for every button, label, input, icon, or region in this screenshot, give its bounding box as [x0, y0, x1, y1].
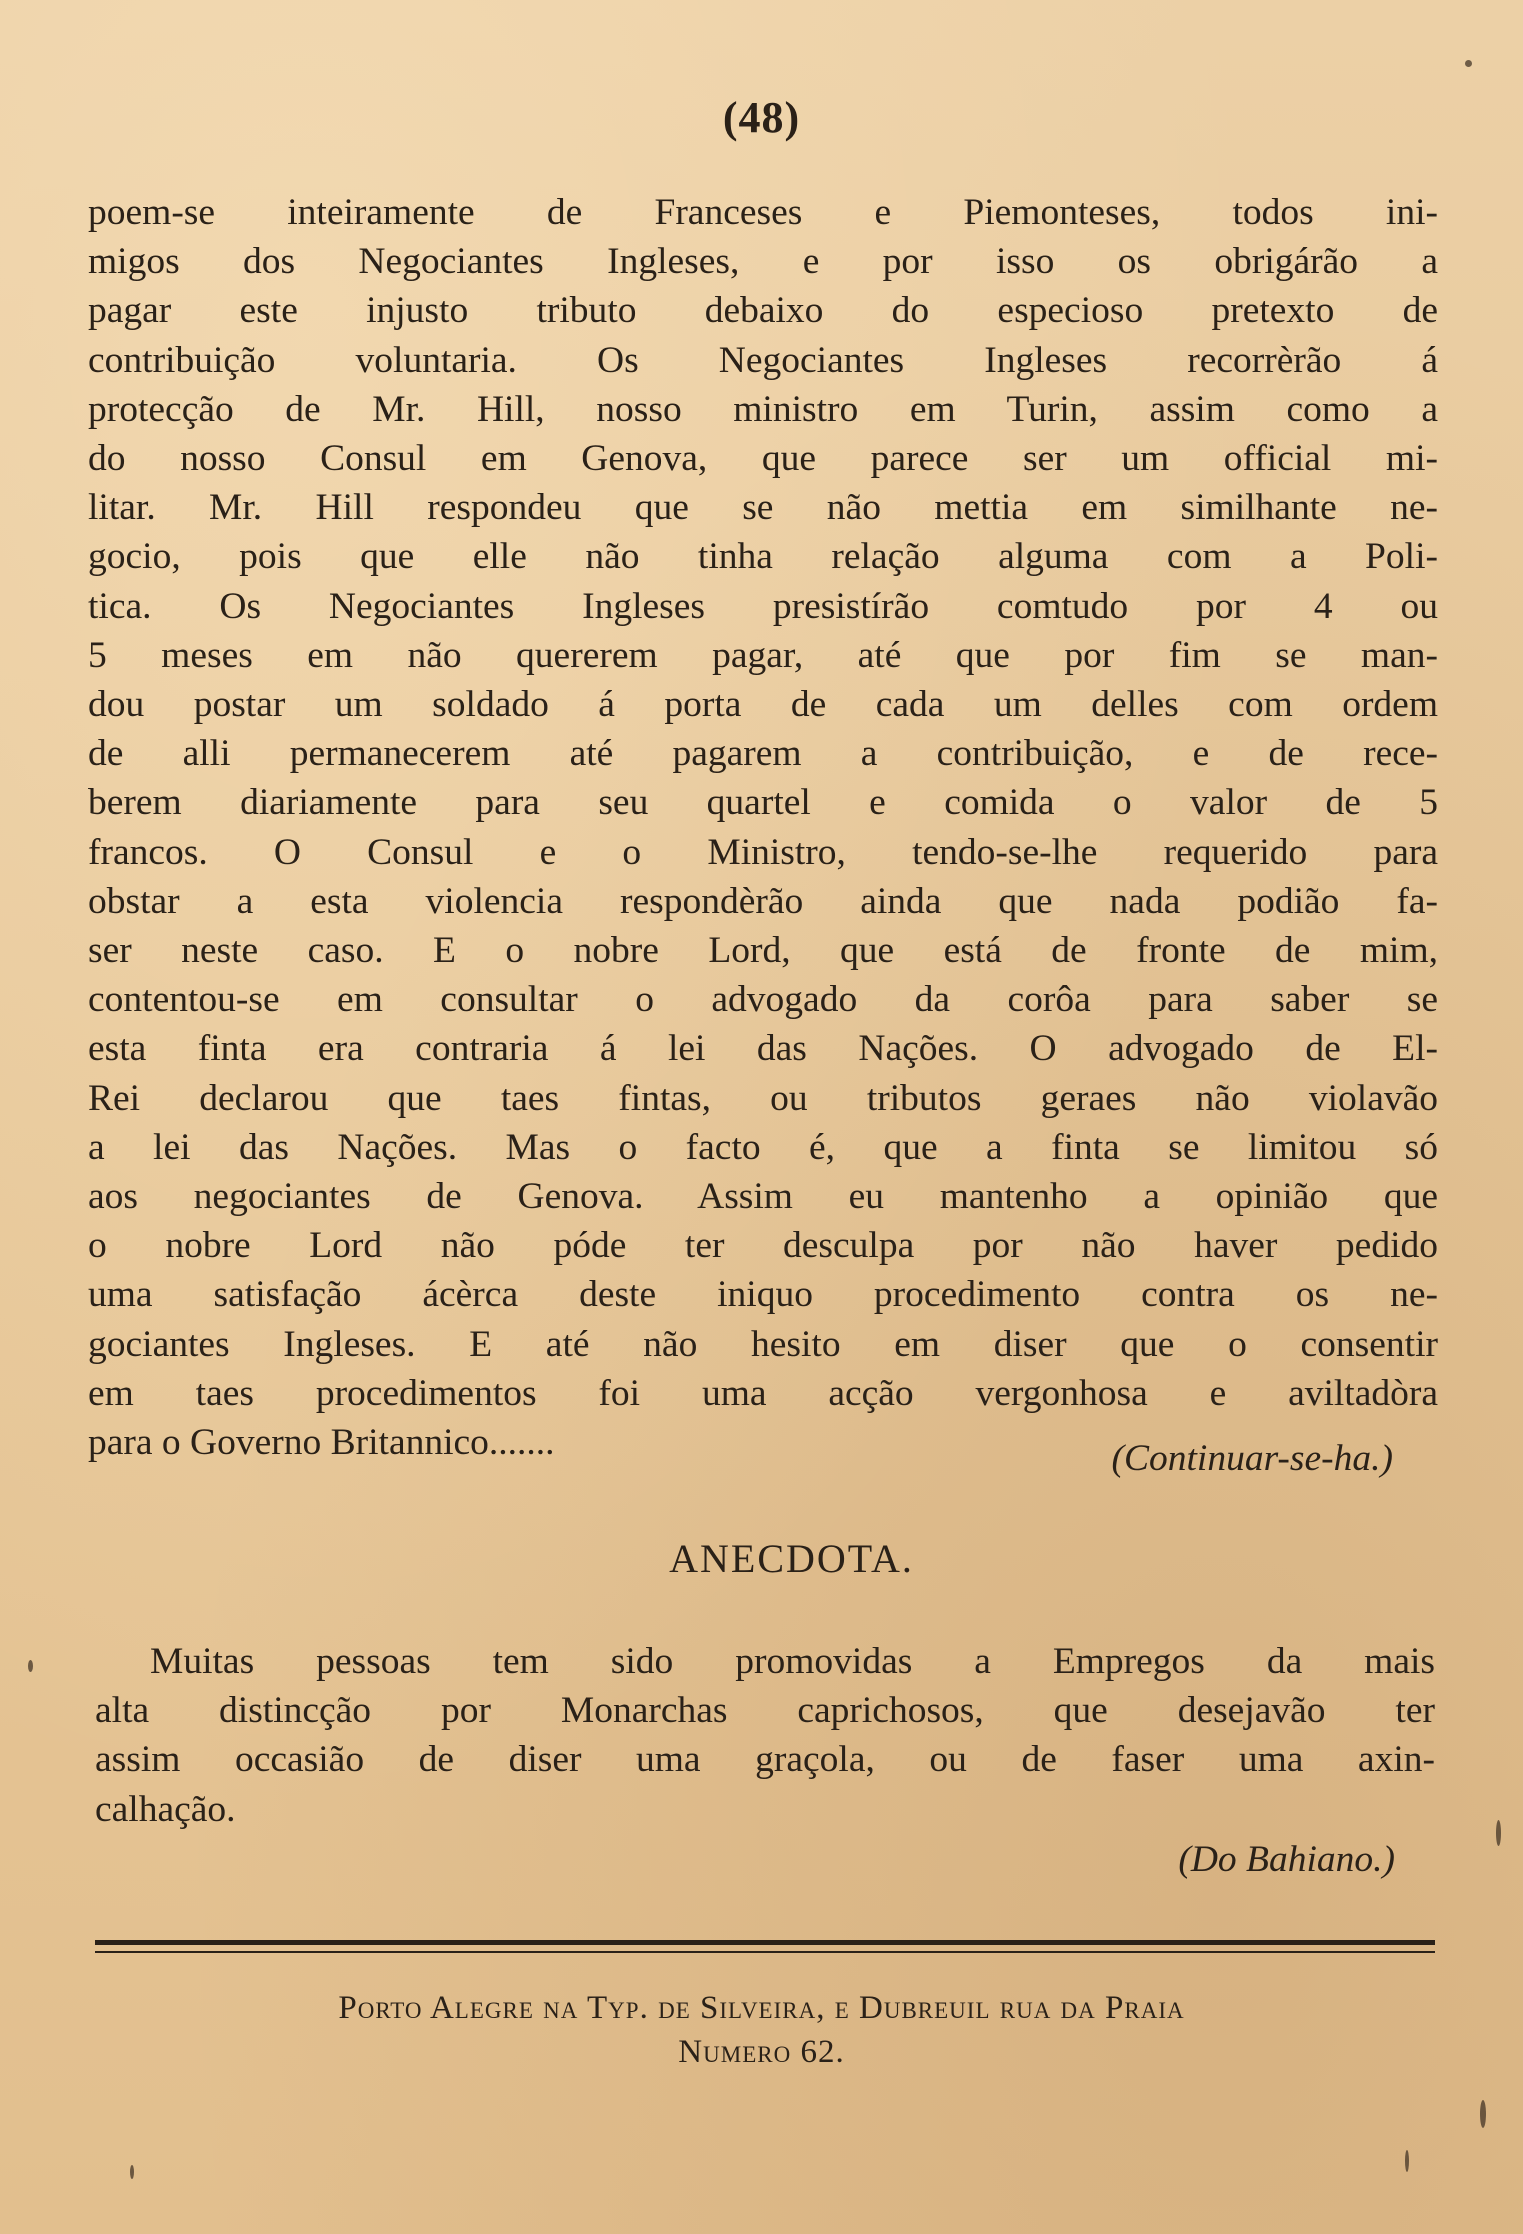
article-line: dou postar um soldado á porta de cada um delles com ordem [88, 684, 1438, 726]
anecdote-source: (Do Bahiano.) [1178, 1839, 1395, 1880]
imprint-line-2: Numero 62. [678, 2034, 845, 2070]
article-line: berem diariamente para seu quartel e comida o valor de 5 [88, 782, 1438, 824]
ink-speck [130, 2165, 134, 2179]
ink-speck [1496, 1820, 1501, 1846]
printer-imprint [0, 1986, 1523, 2074]
article-line: esta finta era contraria á lei das Nações. O advogado de El- [88, 1028, 1438, 1070]
ink-speck [28, 1660, 33, 1672]
article-line: tica. Os Negociantes Ingleses presistírão comtudo por 4 ou [88, 585, 1438, 627]
ink-speck [1465, 60, 1472, 67]
article-line: pagar este injusto tributo debaixo do especioso pretexto de [88, 290, 1438, 332]
article-line: Rei declarou que taes fintas, ou tributos geraes não violavão [88, 1077, 1438, 1119]
article-line: ser neste caso. E o nobre Lord, que está de fronte de mim, [88, 930, 1438, 972]
article-line: poem-se inteiramente de Franceses e Piemonteses, todos ini- [88, 192, 1438, 233]
anecdote-line: alta distincção por Monarchas caprichosos, que desejavão ter [95, 1690, 1435, 1732]
article-line: gocio, pois que elle não tinha relação alguma com a Poli- [88, 536, 1438, 578]
article-line: a lei das Nações. Mas o facto é, que a finta se limitou só [88, 1126, 1438, 1168]
article-line: de alli permanecerem até pagarem a contribuição, e de rece- [88, 733, 1438, 775]
article-line: contribuição voluntaria. Os Negociantes Ingleses recorrèrão á [88, 339, 1438, 381]
article-line: o nobre Lord não póde ter desculpa por não haver pedido [88, 1225, 1438, 1267]
article-line: litar. Mr. Hill respondeu que se não mettia em similhante ne- [88, 487, 1438, 529]
anecdote-line: calhação. [95, 1788, 236, 1830]
page-number: (48) [722, 93, 801, 142]
article-line: francos. O Consul e o Ministro, tendo-se-lhe requerido para [88, 831, 1438, 873]
article-line: em taes procedimentos foi uma acção vergonhosa e aviltadòra [88, 1372, 1438, 1414]
rule-thin-line [95, 1951, 1435, 1953]
article-line: 5 meses em não quererem pagar, até que por fim se man- [88, 634, 1438, 676]
article-line: migos dos Negociantes Ingleses, e por isso os obrigárão a [88, 241, 1438, 283]
continues-note: (Continuar-se-ha.) [1111, 1438, 1393, 1479]
article-line: para o Governo Britannico....... [88, 1422, 555, 1464]
article-line: do nosso Consul em Genova, que parece ser um official mi- [88, 438, 1438, 480]
article-line: uma satisfação ácèrca deste iniquo procedimento contra os ne- [88, 1274, 1438, 1316]
anecdote-line: assim occasião de diser uma graçola, ou de faser uma axin- [95, 1739, 1435, 1781]
article-line: aos negociantes de Genova. Assim eu mantenho a opinião que [88, 1176, 1438, 1218]
anecdote-heading: ANECDOTA. [669, 1536, 914, 1581]
article-line: obstar a esta violencia respondèrão ainda que nada podião fa- [88, 880, 1438, 922]
article-line: gociantes Ingleses. E até não hesito em diser que o consentir [88, 1323, 1438, 1365]
article-line: protecção de Mr. Hill, nosso ministro em Turin, assim como a [88, 388, 1438, 430]
imprint-line-1: Porto Alegre na Typ. de Silveira, e Dubreuil rua da Praia [338, 1990, 1185, 2026]
ink-speck [1405, 2150, 1409, 2172]
anecdote-line: Muitas pessoas tem sido promovidas a Empregos da mais [150, 1641, 1435, 1682]
ink-speck [1480, 2100, 1486, 2128]
article-body [88, 188, 1438, 1467]
rule-thick-line [95, 1940, 1435, 1945]
article-line: contentou-se em consultar o advogado da corôa para saber se [88, 979, 1438, 1021]
anecdote-body [95, 1637, 1435, 1834]
double-rule-divider [95, 1940, 1435, 1958]
